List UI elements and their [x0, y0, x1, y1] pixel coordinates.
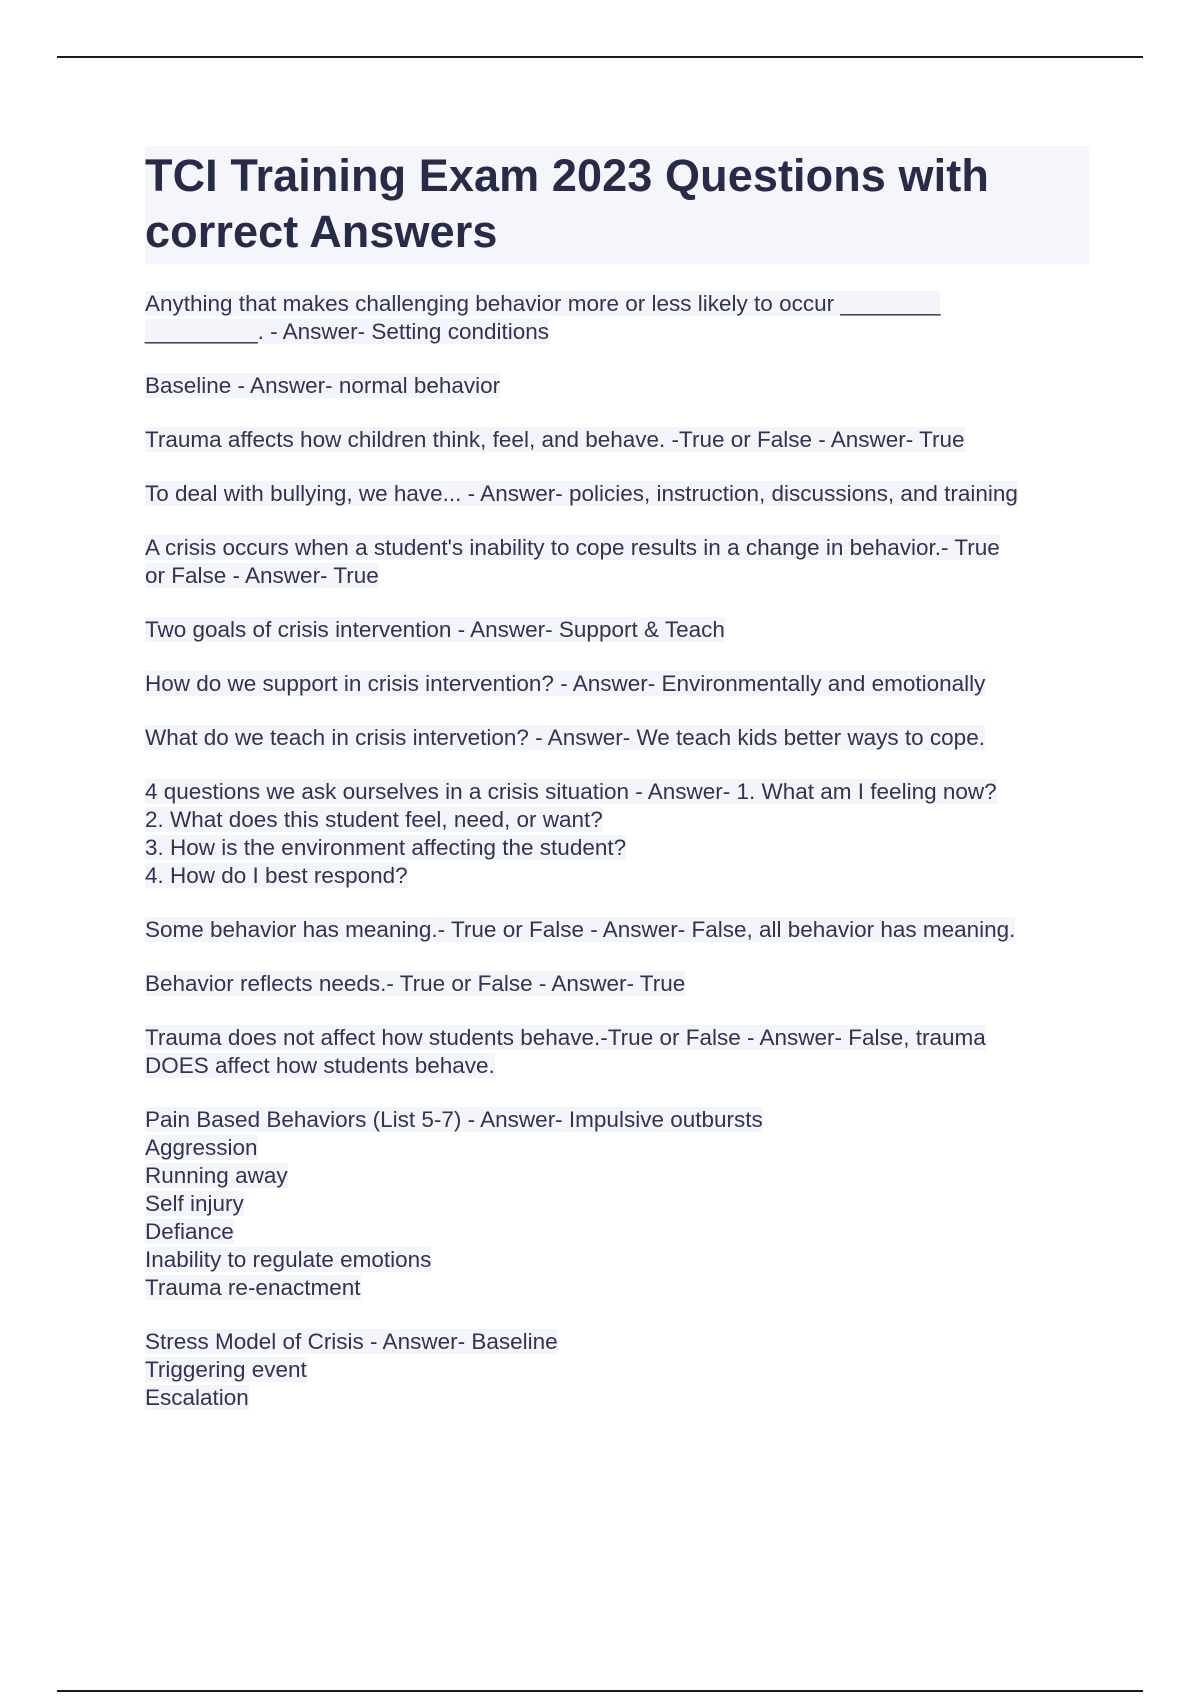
qa-item — [145, 1024, 1089, 1080]
qa-item — [145, 534, 1089, 590]
qa-text: Defiance — [145, 1219, 234, 1244]
document-title — [145, 148, 1089, 260]
qa-line — [145, 1190, 1089, 1218]
qa-item — [145, 670, 1089, 698]
qa-text: What do we teach in crisis intervetion? - Answer- We teach kids better ways to cope. — [145, 725, 985, 750]
qa-line — [145, 616, 1089, 644]
qa-item — [145, 1328, 1089, 1412]
qa-line — [145, 534, 1089, 562]
qa-text: DOES affect how students behave. — [145, 1053, 495, 1078]
qa-line — [145, 426, 1089, 454]
qa-text: Behavior reflects needs.- True or False - Answer- True — [145, 971, 686, 996]
qa-item — [145, 290, 1089, 346]
qa-line — [145, 862, 1089, 890]
title-block — [145, 146, 1089, 264]
qa-text: 4 questions we ask ourselves in a crisis situation - Answer- 1. What am I feeling now? — [145, 779, 997, 804]
qa-text: Baseline - Answer- normal behavior — [145, 373, 501, 398]
question-answer-list — [145, 290, 1089, 1412]
qa-text: Trauma does not affect how students behave.-True or False - Answer- False, trauma — [145, 1025, 986, 1050]
qa-text: 2. What does this student feel, need, or want? — [145, 807, 603, 832]
qa-line — [145, 1328, 1089, 1356]
qa-item — [145, 426, 1089, 454]
qa-item — [145, 724, 1089, 752]
qa-line — [145, 1134, 1089, 1162]
qa-text: A crisis occurs when a student's inability to cope results in a change in behavior.- True — [145, 535, 1000, 560]
qa-line — [145, 1218, 1089, 1246]
qa-text: 4. How do I best respond? — [145, 863, 408, 888]
qa-text: Aggression — [145, 1135, 258, 1160]
qa-item — [145, 970, 1089, 998]
qa-text: _________. - Answer- Setting conditions — [145, 319, 550, 344]
qa-text: Trauma affects how children think, feel, and behave. -True or False - Answer- True — [145, 427, 965, 452]
qa-line — [145, 670, 1089, 698]
qa-line — [145, 562, 1089, 590]
qa-line — [145, 1246, 1089, 1274]
qa-item — [145, 1106, 1089, 1302]
qa-item — [145, 916, 1089, 944]
qa-text: Self injury — [145, 1191, 244, 1216]
qa-text: Some behavior has meaning.- True or False - Answer- False, all behavior has meaning. — [145, 917, 1016, 942]
qa-line — [145, 1384, 1089, 1412]
qa-line — [145, 318, 1089, 346]
qa-item — [145, 778, 1089, 890]
qa-text: Inability to regulate emotions — [145, 1247, 432, 1272]
qa-line — [145, 1106, 1089, 1134]
qa-text: Escalation — [145, 1385, 249, 1410]
qa-text: How do we support in crisis intervention? - Answer- Environmentally and emotionally — [145, 671, 986, 696]
qa-line — [145, 970, 1089, 998]
qa-text: or False - Answer- True — [145, 563, 379, 588]
qa-text: 3. How is the environment affecting the student? — [145, 835, 627, 860]
qa-line — [145, 834, 1089, 862]
qa-text: Trauma re-enactment — [145, 1275, 361, 1300]
qa-line — [145, 778, 1089, 806]
qa-item — [145, 480, 1089, 508]
qa-line — [145, 806, 1089, 834]
qa-line — [145, 916, 1089, 944]
qa-line — [145, 1162, 1089, 1190]
qa-text: To deal with bullying, we have... - Answer- policies, instruction, discussions, and training — [145, 481, 1018, 506]
qa-text: Pain Based Behaviors (List 5-7) - Answer- Impulsive outbursts — [145, 1107, 763, 1132]
qa-line — [145, 1052, 1089, 1080]
title-line-2: correct Answers — [145, 206, 498, 257]
title-line-1: TCI Training Exam 2023 Questions with — [145, 150, 989, 201]
qa-line — [145, 1356, 1089, 1384]
qa-line — [145, 1024, 1089, 1052]
qa-text: Anything that makes challenging behavior more or less likely to occur ________ — [145, 291, 941, 316]
qa-text: Stress Model of Crisis - Answer- Baseline — [145, 1329, 558, 1354]
qa-line — [145, 480, 1089, 508]
qa-line — [145, 372, 1089, 400]
qa-item — [145, 372, 1089, 400]
qa-line — [145, 290, 1089, 318]
qa-text: Two goals of crisis intervention - Answer- Support & Teach — [145, 617, 725, 642]
qa-text: Running away — [145, 1163, 288, 1188]
qa-line — [145, 724, 1089, 752]
qa-line — [145, 1274, 1089, 1302]
top-rule — [57, 56, 1143, 58]
qa-item — [145, 616, 1089, 644]
bottom-rule — [57, 1690, 1143, 1692]
qa-text: Triggering event — [145, 1357, 307, 1382]
document-body — [145, 146, 1089, 1438]
